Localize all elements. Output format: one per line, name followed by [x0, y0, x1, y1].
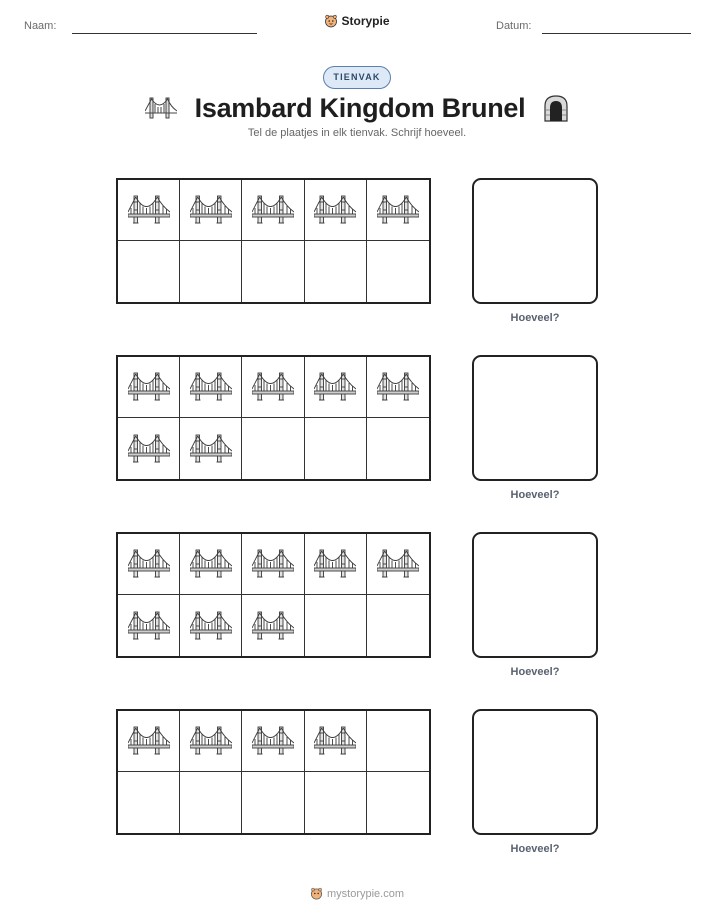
suspension-bridge-icon [190, 431, 232, 467]
storypie-mascot-icon [310, 887, 323, 900]
suspension-bridge-icon [314, 723, 356, 759]
ten-frame-cell [242, 241, 304, 302]
ten-frame-cell [367, 595, 429, 656]
ten-frame-cell [118, 180, 180, 241]
page-title: Isambard Kingdom Brunel [194, 92, 526, 123]
suspension-bridge-icon [190, 723, 232, 759]
ten-frame-cell [367, 180, 429, 241]
ten-frame-cell [242, 357, 304, 418]
ten-frame-cell [180, 357, 242, 418]
answer-label-2: Hoeveel? [510, 489, 560, 501]
ten-frame-2 [116, 355, 431, 481]
suspension-bridge-icon [377, 546, 419, 582]
date-label: Datum: [496, 20, 532, 32]
name-label: Naam: [24, 20, 57, 32]
footer [0, 887, 714, 903]
answer-box-3[interactable] [472, 532, 598, 658]
ten-frame-cell [242, 595, 304, 656]
suspension-bridge-icon [252, 546, 294, 582]
ten-frame-cell [118, 711, 180, 772]
brand-logo [0, 14, 714, 31]
ten-frame-cell [305, 241, 367, 302]
answer-label-4: Hoeveel? [510, 843, 560, 855]
suspension-bridge-icon [190, 608, 232, 644]
suspension-bridge-icon [145, 95, 177, 121]
suspension-bridge-icon [377, 192, 419, 228]
ten-frame-cell [367, 357, 429, 418]
ten-frame-4 [116, 709, 431, 835]
ten-frame-cell [118, 418, 180, 479]
suspension-bridge-icon [314, 546, 356, 582]
ten-frame-cell [367, 241, 429, 302]
answer-box-2[interactable] [472, 355, 598, 481]
answer-box-1[interactable] [472, 178, 598, 304]
name-line[interactable] [72, 33, 257, 34]
instructions: Tel de plaatjes in elk tienvak. Schrijf hoeveel. [247, 127, 467, 139]
ten-frame-cell [242, 772, 304, 833]
ten-frame-cell [180, 180, 242, 241]
suspension-bridge-icon [128, 431, 170, 467]
suspension-bridge-icon [128, 723, 170, 759]
ten-frame-cell [305, 534, 367, 595]
suspension-bridge-icon [252, 608, 294, 644]
ten-frame-cell [305, 418, 367, 479]
suspension-bridge-icon [190, 546, 232, 582]
answer-label-3: Hoeveel? [510, 666, 560, 678]
ten-frame-cell [367, 418, 429, 479]
suspension-bridge-icon [252, 192, 294, 228]
ten-frame-cell [180, 711, 242, 772]
ten-frame-cell [305, 772, 367, 833]
suspension-bridge-icon [377, 369, 419, 405]
ten-frame-cell [118, 357, 180, 418]
ten-frame-cell [305, 357, 367, 418]
ten-frame-cell [180, 595, 242, 656]
ten-frame-cell [242, 418, 304, 479]
suspension-bridge-icon [128, 546, 170, 582]
ten-frame-cell [242, 180, 304, 241]
ten-frame-cell [242, 534, 304, 595]
suspension-bridge-icon [190, 369, 232, 405]
suspension-bridge-icon [252, 369, 294, 405]
suspension-bridge-icon [128, 369, 170, 405]
suspension-bridge-icon [314, 369, 356, 405]
ten-frame-3 [116, 532, 431, 658]
ten-frame-cell [305, 180, 367, 241]
ten-frame-cell [180, 418, 242, 479]
ten-frame-cell [305, 711, 367, 772]
suspension-bridge-icon [128, 192, 170, 228]
title-row [0, 90, 714, 126]
ten-frame-cell [118, 241, 180, 302]
ten-frame-cell [118, 595, 180, 656]
tunnel-icon [543, 94, 569, 122]
storypie-mascot-icon [324, 14, 338, 28]
suspension-bridge-icon [128, 608, 170, 644]
brand-name: Storypie [341, 14, 390, 28]
answer-label-1: Hoeveel? [510, 312, 560, 324]
suspension-bridge-icon [314, 192, 356, 228]
ten-frame-cell [180, 772, 242, 833]
ten-frame-1 [116, 178, 431, 304]
ten-frame-cell [118, 772, 180, 833]
ten-frame-cell [180, 241, 242, 302]
suspension-bridge-icon [252, 723, 294, 759]
answer-box-4[interactable] [472, 709, 598, 835]
ten-frame-cell [367, 534, 429, 595]
ten-frame-cell [305, 595, 367, 656]
ten-frame-cell [242, 711, 304, 772]
footer-url: mystorypie.com [326, 887, 405, 900]
ten-frame-cell [367, 772, 429, 833]
suspension-bridge-icon [190, 192, 232, 228]
date-line[interactable] [542, 33, 691, 34]
ten-frame-cell [367, 711, 429, 772]
worksheet-type-badge: TIENVAK [323, 66, 391, 89]
ten-frame-cell [118, 534, 180, 595]
ten-frame-cell [180, 534, 242, 595]
